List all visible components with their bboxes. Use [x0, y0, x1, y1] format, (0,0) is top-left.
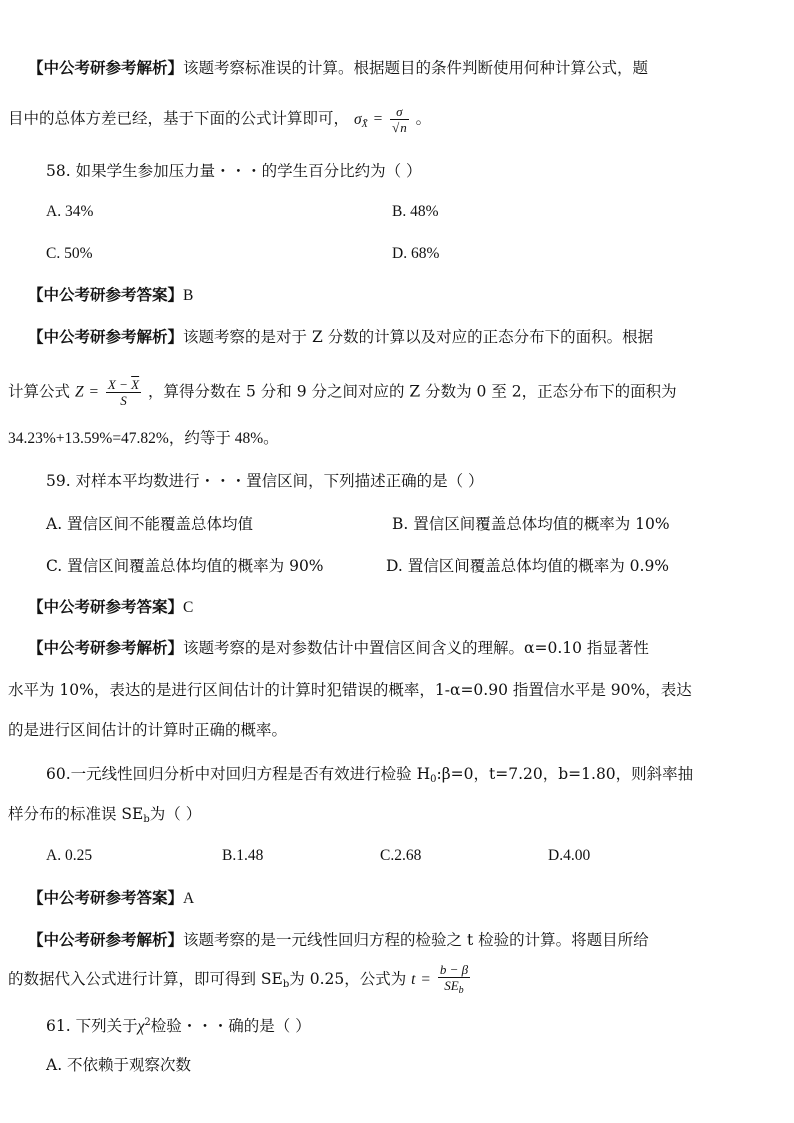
q58-analysis-line2: 计算公式 Z = $\frac{X - \overline{X}}{S}$ ，算得分数在 5 分和 9 分之间对应的 Z 分数为 0 至 2，正态分布下的面积为	[8, 377, 677, 408]
q58-option-a: A. 34%	[46, 203, 94, 220]
q60-analysis-line2: 的数据代入公式进行计算，即可得到 $SE_b$为 0.25，公式为 t = $\frac{b - \beta}{SE_b}$	[8, 962, 469, 996]
q59-option-a: A. 置信区间不能覆盖总体均值	[46, 515, 254, 533]
q58-option-d: D. 68%	[392, 245, 440, 262]
q59-analysis-line1: 【中公考研参考解析】该题考察的是对参数估计中置信区间含义的理解。α=0.10 指显著性	[28, 639, 649, 657]
q59-analysis-line2: 水平为 10%，表达的是进行区间估计的计算时犯错误的概率，1-α=0.90 指置信水平是 90%，表达	[8, 681, 692, 699]
t-test-formula: $\frac{b - \beta}{SE_b}$	[439, 962, 469, 996]
q59-option-b: B. 置信区间覆盖总体均值的概率为 10%	[392, 515, 670, 533]
q58-analysis-line3: 34.23%+13.59%=47.82%，约等于 48%。	[8, 430, 279, 447]
q58-option-b: B. 48%	[392, 203, 439, 220]
q58-analysis-line1: 【中公考研参考解析】该题考察的是对于 Z 分数的计算以及对应的正态分布下的面积。根据	[28, 328, 654, 346]
q59-option-d: D. 置信区间覆盖总体均值的概率为 0.9%	[386, 557, 670, 575]
q60-option-a: A. 0.25	[46, 847, 93, 864]
z-score-formula: $\frac{X - \overline{X}}{S}$	[107, 377, 140, 408]
q59-answer: 【中公考研参考答案】C	[28, 598, 194, 616]
q57-analysis-line1: 【中公考研参考解析】该题考察标准误的计算。根据题目的条件判断使用何种计算公式，题	[28, 59, 649, 77]
q60-question-line2: 样分布的标准误 $SE_b$为（ ）	[8, 805, 202, 825]
q61-option-a: A. 不依赖于观察次数	[46, 1056, 192, 1074]
q58-question: 58. 如果学生参加压力量・・・的学生百分比约为（ ）	[46, 162, 422, 180]
q60-option-b: B.1.48	[222, 847, 264, 864]
q59-option-c: C. 置信区间覆盖总体均值的概率为 90%	[46, 557, 324, 575]
q57-analysis-line2: 目中的总体方差已经，基于下面的公式计算即可， $\sigma_{X̄}$ = $\frac{\sigma}{√n}$ 。	[8, 104, 432, 135]
q60-analysis-line1: 【中公考研参考解析】该题考察的是一元线性回归方程的检验之 t 检验的计算。将题目所给	[28, 931, 649, 949]
q60-option-d: D.4.00	[548, 847, 591, 864]
q60-option-c: C.2.68	[380, 847, 422, 864]
q59-analysis-line3: 的是进行区间估计的计算时正确的概率。	[8, 721, 288, 739]
q58-answer: 【中公考研参考答案】B	[28, 286, 194, 304]
q61-question: 61. 下列关于$\chi^2$检验・・・确的是（ ）	[46, 1017, 311, 1036]
q60-answer: 【中公考研参考答案】A	[28, 889, 195, 907]
q58-option-c: C. 50%	[46, 245, 93, 262]
q59-question: 59. 对样本平均数进行・・・置信区间，下列描述正确的是（ ）	[46, 472, 484, 490]
analysis-label: 【中公考研参考解析】	[28, 59, 184, 77]
q60-question-line1: 60.一元线性回归分析中对回归方程是否有效进行检验 $H_0:\beta=0$，t=7.20，b=1.80，则斜率抽	[46, 765, 694, 785]
formula-lhs: $\sigma_{X̄}$	[353, 110, 368, 130]
standard-error-formula: $\frac{\sigma}{√n}$	[392, 104, 407, 135]
